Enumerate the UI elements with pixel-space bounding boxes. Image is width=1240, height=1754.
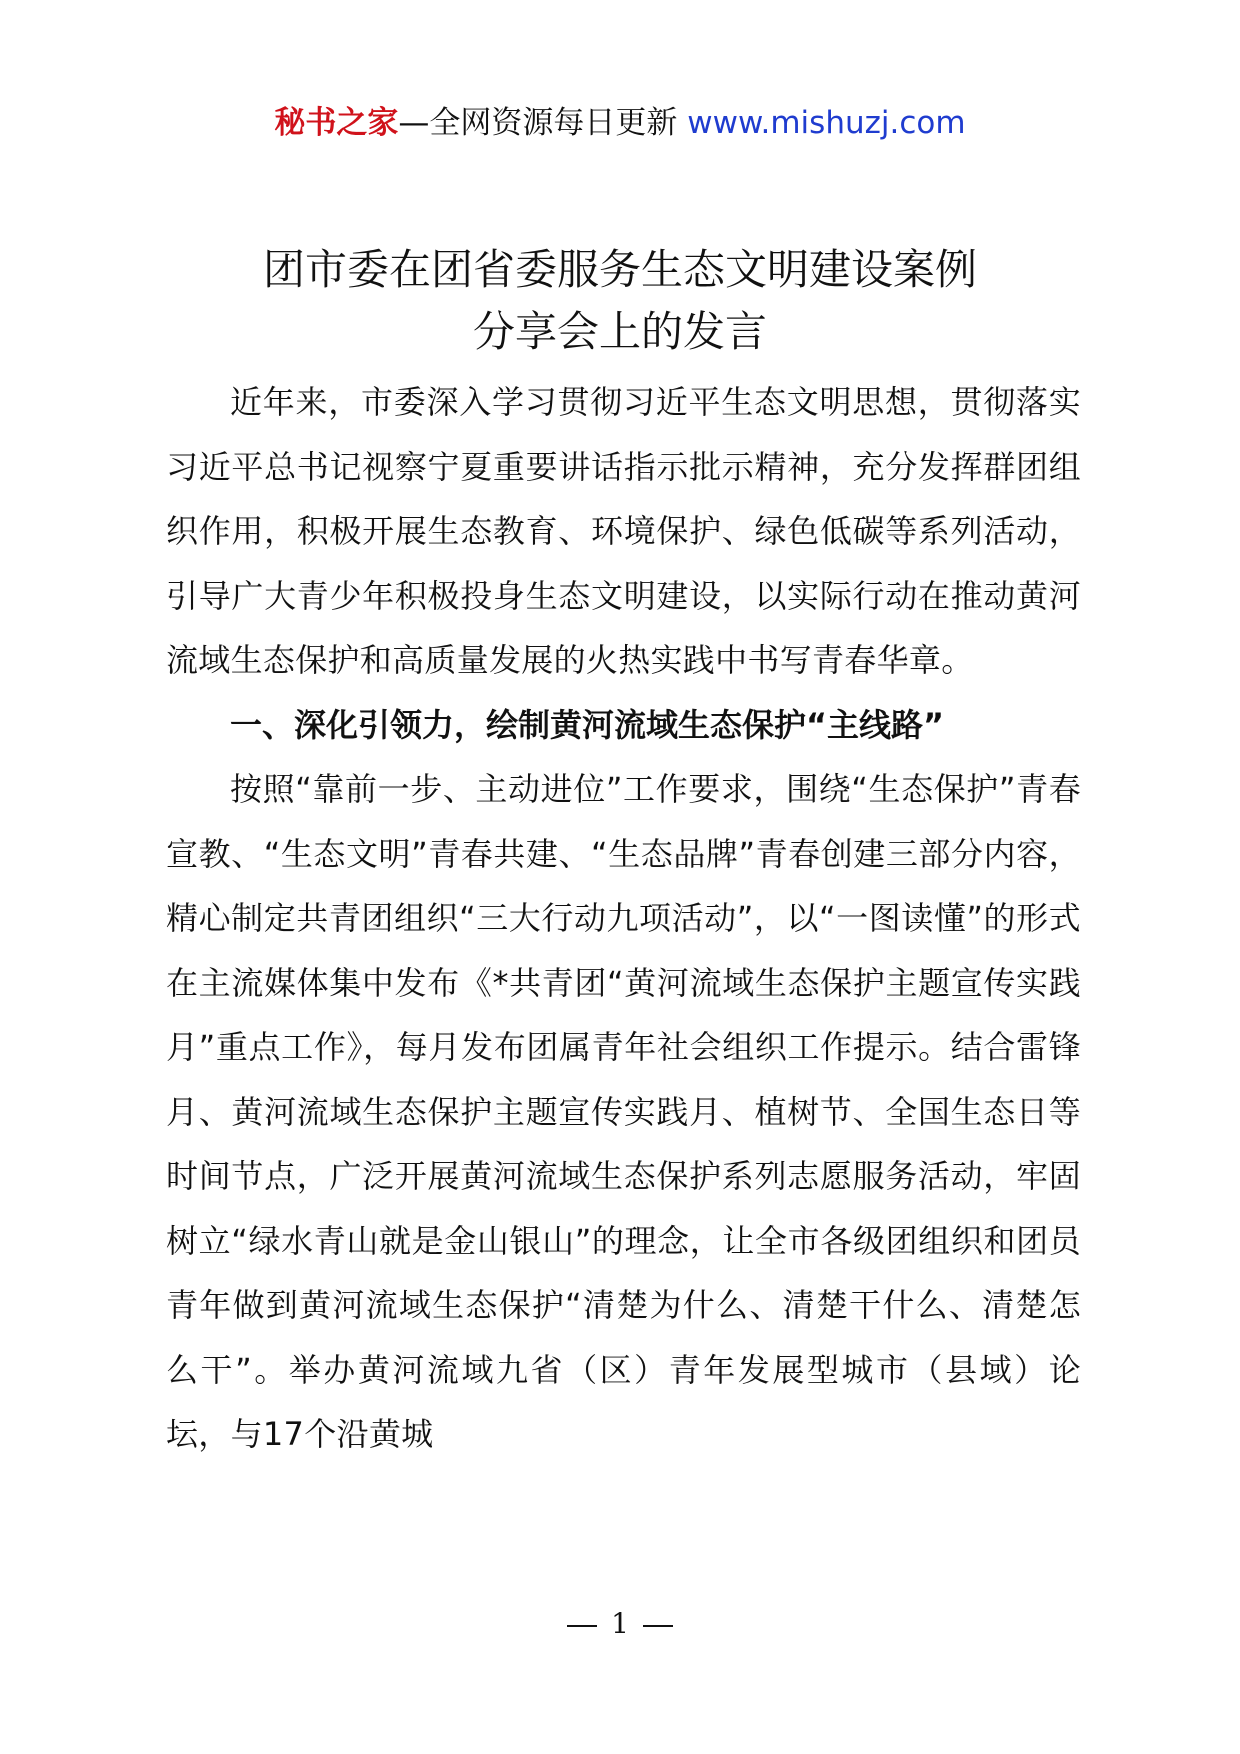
document-title-line1: 团市委在团省委服务生态文明建设案例 — [262, 245, 977, 294]
page-number-dash-right — [643, 1625, 673, 1627]
page-number — [0, 1604, 1240, 1644]
site-header — [0, 100, 1240, 146]
section-paragraph-1: 按照“靠前一步、主动进位”工作要求，围绕“生态保护”青春宣教、“生态文明”青春共建、“生态品牌”青春创建三部分内容，精心制定共青团组织“三大行动九项活动”，以“一图读懂”的形式在主流媒体集中发布《*共青团“黄河流域生态保护主题宣传实践月”重点工作》，每月发布团属青年社会组织工作提示。结合雷锋月、黄河流域生态保护主题宣传实践月、植树节、全国生态日等时间节点，广泛开展黄河流域生态保护系列志愿服务活动，牢固树立“绿水青山就是金山银山”的理念，让全市各级团组织和团员青年做到黄河流域生态保护“清楚为什么、清楚干什么、清楚怎么干”。举办黄河流域九省（区）青年发展型城市（县域）论坛，与17个沿黄城 — [166, 770, 1081, 1453]
page-number-dash-left — [567, 1625, 597, 1627]
intro-paragraph: 近年来，市委深入学习贯彻习近平生态文明思想，贯彻落实习近平总书记视察宁夏重要讲话指示批示精神，充分发挥群团组织作用，积极开展生态教育、环境保护、绿色低碳等系列活动，引导广大青少年积极投身生态文明建设，以实际行动在推动黄河流域生态保护和高质量发展的火热实践中书写青春华章。 — [166, 383, 1081, 679]
site-url-link[interactable]: www.mishuzj.com — [687, 105, 966, 141]
site-tagline: —全网资源每日更新 — [398, 105, 678, 141]
document-body — [166, 370, 1081, 1467]
section-heading-1: 一、深化引领力，绘制黄河流域生态保护“主线路” — [230, 705, 945, 744]
page-number-value: 1 — [611, 1607, 629, 1640]
site-brand: 秘书之家 — [274, 105, 399, 141]
document-title-line2: 分享会上的发言 — [472, 307, 767, 356]
